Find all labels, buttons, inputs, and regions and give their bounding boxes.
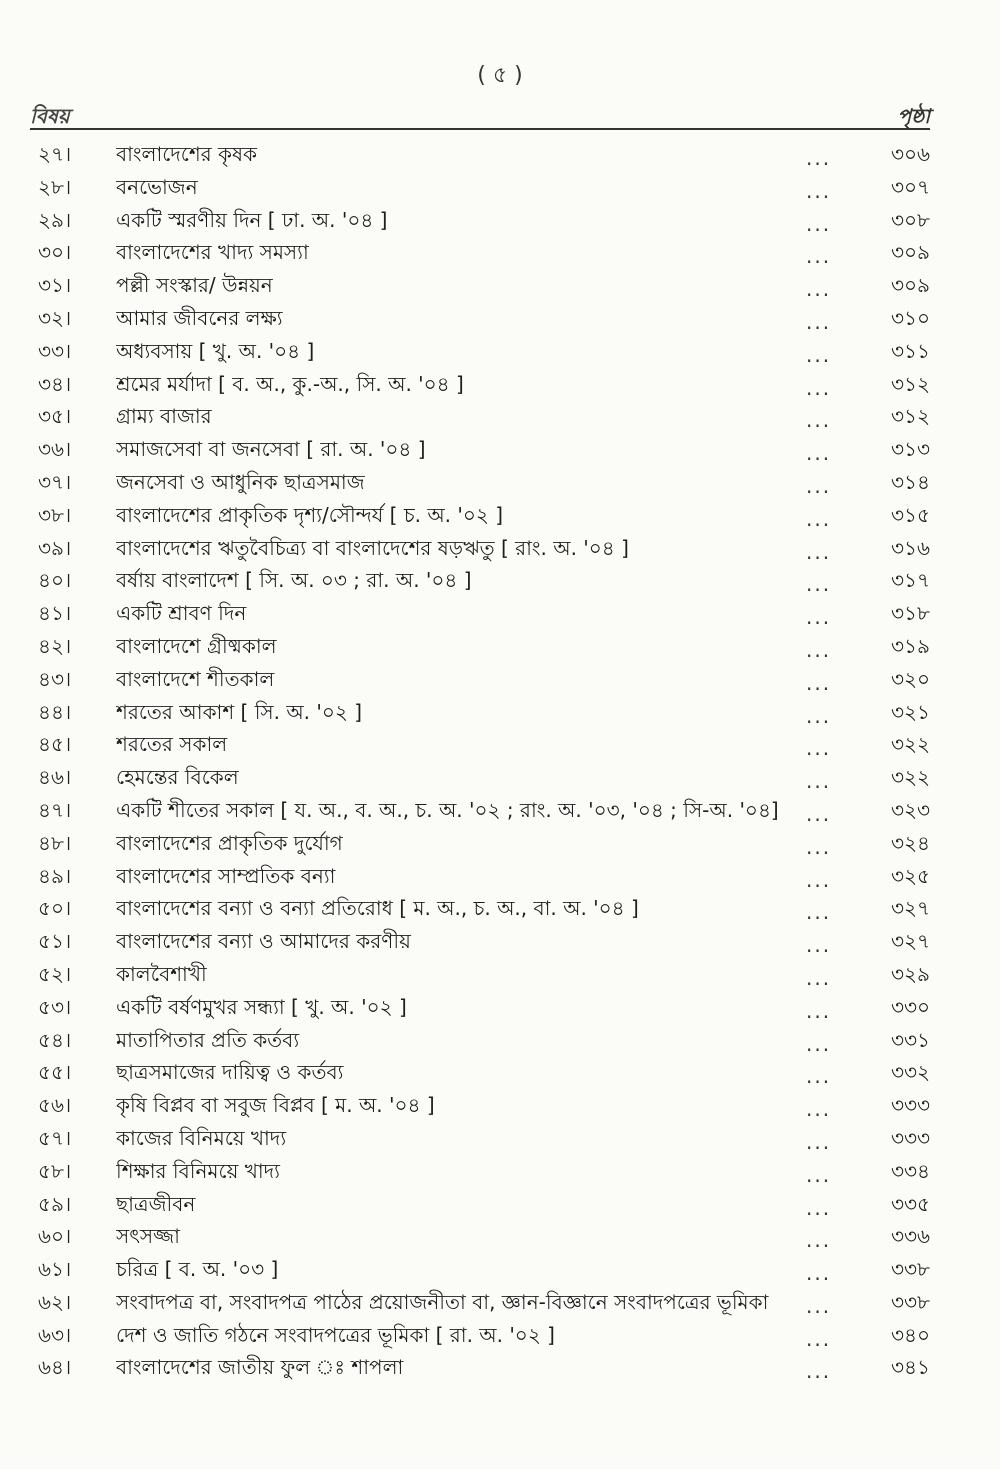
- entry-page: ৩৩৮: [891, 1257, 930, 1282]
- entry-leader: ...: [806, 441, 832, 466]
- toc-entry: [38, 925, 930, 958]
- entry-leader: ...: [806, 605, 832, 630]
- entry-leader: ...: [806, 900, 832, 925]
- toc-entry: [38, 630, 930, 663]
- entry-leader: ...: [806, 933, 832, 958]
- entry-leader: ...: [806, 1261, 832, 1286]
- entry-leader: ...: [806, 572, 832, 597]
- entry-title: সৎসজ্জা: [116, 1224, 180, 1249]
- entry-number: ৬৪।: [38, 1355, 72, 1380]
- toc-entry: [38, 1220, 930, 1253]
- toc-entry: [38, 827, 930, 860]
- entry-leader: ...: [806, 867, 832, 892]
- entry-page: ৩৪০: [891, 1322, 930, 1347]
- entry-number: ৩৯।: [38, 535, 72, 560]
- entry-number: ৪৯।: [38, 863, 72, 888]
- entry-title: বাংলাদেশের বন্যা ও আমাদের করণীয়: [116, 929, 411, 954]
- toc-entry: [38, 761, 930, 794]
- entry-page: ৩০৬: [890, 142, 930, 166]
- toc-entry: [38, 892, 930, 925]
- entry-title: বনভোজন: [116, 174, 198, 199]
- entry-number: ৪৬।: [38, 765, 72, 790]
- entry-title: বাংলাদেশের সাম্প্রতিক বন্যা: [116, 863, 336, 888]
- entry-number: ৩৩।: [38, 338, 72, 363]
- entry-number: ৫৫।: [38, 1060, 72, 1085]
- toc-entry: [38, 663, 930, 696]
- toc-entry: [38, 1319, 930, 1352]
- entry-number: ৫২।: [38, 961, 72, 986]
- entry-page: ৩২২: [890, 732, 930, 757]
- toc-entry: [38, 860, 930, 893]
- subject-heading: বিষয়: [30, 104, 70, 128]
- entry-page: ৩৩৫: [891, 1191, 930, 1216]
- toc-header: [30, 100, 930, 130]
- entry-title: বাংলাদেশে গ্রীষ্মকাল: [116, 633, 277, 658]
- toc-entry: [38, 1155, 930, 1188]
- entry-page: ৩৩২: [890, 1060, 930, 1085]
- entry-title: সমাজসেবা বা জনসেবা [ রা. অ. '০৪ ]: [116, 437, 426, 462]
- entry-number: ৩৭।: [38, 469, 72, 494]
- entry-title: কালবৈশাখী: [116, 961, 207, 986]
- entry-number: ৬৩।: [38, 1322, 72, 1347]
- entry-number: ৫৬।: [38, 1093, 72, 1118]
- entry-leader: ...: [806, 408, 832, 433]
- toc-entry: [38, 597, 930, 630]
- entry-page: ৩১৬: [891, 535, 930, 560]
- entry-number: ৩৫।: [38, 404, 72, 429]
- entry-page: ৩০৮: [891, 207, 930, 232]
- entry-title: শরতের আকাশ [ সি. অ. '০২ ]: [116, 699, 363, 724]
- entry-page: ৩১০: [891, 305, 930, 330]
- toc-entry: [38, 1122, 930, 1155]
- entry-title: বর্ষায় বাংলাদেশ [ সি. অ. ০৩ ; রা. অ. '০৪ ]: [116, 568, 472, 593]
- entry-number: ৪১।: [38, 601, 72, 626]
- entry-leader: ...: [806, 178, 832, 203]
- toc-entry: [38, 564, 930, 597]
- header-rule: [30, 128, 930, 130]
- entry-title: বাংলাদেশের জাতীয় ফুল ঃ শাপলা: [116, 1355, 404, 1380]
- entry-leader: ...: [806, 342, 832, 367]
- entry-title: গ্রাম্য বাজার: [116, 404, 212, 429]
- entry-number: ৩৪।: [38, 371, 72, 396]
- entry-leader: ...: [806, 539, 832, 564]
- entry-leader: ...: [806, 670, 832, 695]
- entry-number: ৪৪।: [38, 699, 72, 724]
- entry-title: ছাত্রসমাজের দায়িত্ব ও কর্তব্য: [116, 1060, 344, 1085]
- entry-leader: ...: [806, 1228, 832, 1253]
- entry-page: ৩২৭: [890, 896, 930, 921]
- entry-number: ৬১।: [38, 1257, 72, 1282]
- toc-entry: [38, 138, 930, 171]
- entry-page: ৩৩৩: [890, 1093, 930, 1118]
- entry-page: ৩৩৮: [891, 1289, 930, 1314]
- entry-number: ৫৭।: [38, 1125, 72, 1150]
- entry-title: চরিত্র [ ব. অ. '০৩ ]: [116, 1257, 279, 1282]
- entry-leader: ...: [806, 1195, 832, 1220]
- entry-number: ৩২।: [38, 305, 72, 330]
- toc-entry: [38, 204, 930, 237]
- entry-page: ৩১৯: [891, 633, 930, 658]
- toc-entry: [38, 171, 930, 204]
- toc-entry: [38, 400, 930, 433]
- toc-entry: [38, 499, 930, 532]
- entry-leader: ...: [806, 277, 832, 302]
- entry-number: ৫০।: [38, 896, 72, 921]
- entry-page: ৩৩০: [890, 994, 930, 1019]
- entry-number: ৩১।: [38, 273, 72, 298]
- entry-title: শ্রমের মর্যাদা [ ব. অ., কু.-অ., সি. অ. '০৪ ]: [116, 371, 464, 396]
- entry-page: ৩১১: [891, 338, 930, 363]
- entry-leader: ...: [806, 1031, 832, 1056]
- entry-title: দেশ ও জাতি গঠনে সংবাদপত্রের ভূমিকা [ রা. অ. '০২ ]: [116, 1322, 555, 1347]
- entry-page: ৩১৪: [891, 469, 930, 494]
- entry-number: ৫৯।: [38, 1191, 72, 1216]
- entry-number: ২৮।: [38, 174, 72, 199]
- entry-title: কৃষি বিপ্লব বা সবুজ বিপ্লব [ ম. অ. '০৪ ]: [116, 1093, 435, 1118]
- entry-title: একটি বর্ষণমুখর সন্ধ্যা [ খু. অ. '০২ ]: [116, 994, 407, 1019]
- entry-page: ৩৩৪: [891, 1158, 930, 1183]
- entry-leader: ...: [806, 1129, 832, 1154]
- toc-entry: [38, 1253, 930, 1286]
- entry-title: পল্লী সংস্কার/ উন্নয়ন: [116, 273, 273, 298]
- entry-leader: ...: [806, 736, 832, 761]
- toc-entry: [38, 433, 930, 466]
- entry-page: ৩১২: [891, 371, 930, 396]
- entry-page: ৩২৪: [891, 830, 930, 855]
- page-heading: পৃষ্ঠা: [897, 104, 930, 128]
- entry-page: ৩৩১: [891, 1027, 930, 1052]
- entry-leader: ...: [806, 769, 832, 794]
- entry-number: ৫৪।: [38, 1027, 72, 1052]
- entry-leader: ...: [806, 211, 832, 236]
- entry-title: মাতাপিতার প্রতি কর্তব্য: [116, 1027, 300, 1052]
- entry-leader: ...: [806, 1326, 832, 1351]
- toc-entry: [38, 335, 930, 368]
- entry-page: ৩১৭: [891, 568, 930, 593]
- entry-title: বাংলাদেশের কৃষক: [116, 142, 258, 166]
- entry-page: ৩২৯: [891, 961, 930, 986]
- toc-entry: [38, 1056, 930, 1089]
- entry-page: ৩১৩: [891, 437, 930, 462]
- toc-entry: [38, 728, 930, 761]
- toc-entry: [38, 532, 930, 565]
- entry-number: ৫৮।: [38, 1158, 72, 1183]
- toc-entry: [38, 1351, 930, 1384]
- entry-title: বাংলাদেশের প্রাকৃতিক দুর্যোগ: [116, 830, 343, 855]
- entry-page: ৩২০: [890, 666, 930, 691]
- toc-entry: [38, 368, 930, 401]
- toc-entry: [38, 1286, 930, 1319]
- entry-number: ২৯।: [38, 207, 72, 232]
- entry-leader: ...: [806, 998, 832, 1023]
- entry-number: ৫৩।: [38, 994, 72, 1019]
- entry-number: ৪৮।: [38, 830, 72, 855]
- toc-entry: [38, 1089, 930, 1122]
- entry-page: ৩২৫: [891, 863, 930, 888]
- entry-title: সংবাদপত্র বা, সংবাদপত্র পাঠের প্রয়োজনীতা বা, জ্ঞান-বিজ্ঞানে সংবাদপত্রের ভূমিকা: [116, 1289, 769, 1314]
- entry-page: ৩২২: [890, 765, 930, 790]
- entry-title: জনসেবা ও আধুনিক ছাত্রসমাজ: [116, 469, 365, 494]
- entry-title: অধ্যবসায় [ খু. অ. '০৪ ]: [116, 338, 315, 363]
- entry-title: একটি স্মরণীয় দিন [ ঢা. অ. '০৪ ]: [116, 207, 388, 232]
- entry-leader: ...: [806, 834, 832, 859]
- entry-number: ৪৫।: [38, 732, 72, 757]
- entry-leader: ...: [806, 375, 832, 400]
- entry-title: কাজের বিনিময়ে খাদ্য: [116, 1125, 287, 1150]
- entry-title: একটি শ্রাবণ দিন: [116, 601, 247, 626]
- entry-title: বাংলাদেশের ঋতুবৈচিত্র্য বা বাংলাদেশের ষড়ঋতু [ রাং. অ. '০৪ ]: [116, 535, 629, 560]
- entry-page: ৩০৯: [891, 240, 930, 265]
- entry-leader: ...: [806, 1162, 832, 1187]
- entry-leader: ...: [806, 244, 832, 269]
- toc-entry: [38, 269, 930, 302]
- entry-number: ৪৩।: [38, 666, 72, 691]
- toc-entry: [38, 958, 930, 991]
- entry-leader: ...: [806, 1064, 832, 1089]
- toc-entry: [38, 1188, 930, 1221]
- entry-page: ৩৩৩: [890, 1125, 930, 1150]
- entry-title: শরতের সকাল: [116, 732, 228, 757]
- entry-page: ৩০৯: [891, 273, 930, 298]
- toc-entry: [38, 1024, 930, 1057]
- entry-page: ৩৪১: [891, 1355, 930, 1380]
- entry-title: হেমন্তের বিকেল: [116, 765, 239, 790]
- entry-leader: ...: [806, 1293, 832, 1318]
- entry-number: ৪৭।: [38, 797, 72, 822]
- entry-title: বাংলাদেশে শীতকাল: [116, 666, 275, 691]
- entry-number: ৩০।: [38, 240, 72, 265]
- entry-leader: ...: [806, 309, 832, 334]
- entry-leader: ...: [806, 1097, 832, 1122]
- entry-page: ৩২৩: [890, 797, 930, 822]
- entry-title: ছাত্রজীবন: [116, 1191, 196, 1216]
- page-number: ( ৫ ): [477, 63, 523, 88]
- entry-page: ৩১৮: [891, 601, 930, 626]
- entry-page: ৩২৭: [890, 929, 930, 954]
- entry-leader: ...: [806, 473, 832, 498]
- entry-title: একটি শীতের সকাল [ য. অ., ব. অ., চ. অ. '০২ ; রাং. অ. '০৩, '০৪ ; সি-অ. '০৪]: [116, 797, 779, 822]
- toc-entry: [38, 794, 930, 827]
- entry-number: ৪২।: [38, 633, 72, 658]
- entry-title: বাংলাদেশের খাদ্য সমস্যা: [116, 240, 309, 265]
- entry-leader: ...: [806, 801, 832, 826]
- entry-page: ৩৩৬: [890, 1224, 930, 1249]
- entry-number: ৩৮।: [38, 502, 72, 527]
- toc-entry: [38, 696, 930, 729]
- toc-entry: [38, 236, 930, 269]
- table-of-contents: [38, 138, 930, 1384]
- entry-leader: ...: [806, 703, 832, 728]
- toc-entry: [38, 466, 930, 499]
- entry-title: শিক্ষার বিনিময়ে খাদ্য: [116, 1158, 280, 1183]
- entry-leader: ...: [806, 506, 832, 531]
- entry-number: ৩৬।: [38, 437, 72, 462]
- toc-entry: [38, 302, 930, 335]
- toc-entry: [38, 991, 930, 1024]
- entry-number: ৪০।: [38, 568, 72, 593]
- entry-number: ৫১।: [38, 929, 72, 954]
- entry-page: ৩১২: [891, 404, 930, 429]
- entry-number: ২৭।: [38, 142, 72, 166]
- entry-page: ৩২১: [891, 699, 930, 724]
- entry-leader: ...: [806, 1359, 832, 1384]
- entry-leader: ...: [806, 965, 832, 990]
- entry-leader: ...: [806, 637, 832, 662]
- entry-number: ৬০।: [38, 1224, 72, 1249]
- entry-title: বাংলাদেশের বন্যা ও বন্যা প্রতিরোধ [ ম. অ., চ. অ., বা. অ. '০৪ ]: [116, 896, 639, 921]
- entry-page: ৩১৫: [891, 502, 930, 527]
- entry-number: ৬২।: [38, 1289, 72, 1314]
- entry-leader: ...: [806, 146, 832, 170]
- entry-title: বাংলাদেশের প্রাকৃতিক দৃশ্য/সৌন্দর্য [ চ. অ. '০২ ]: [116, 502, 504, 527]
- entry-title: আমার জীবনের লক্ষ্য: [116, 305, 283, 330]
- entry-page: ৩০৭: [890, 174, 930, 199]
